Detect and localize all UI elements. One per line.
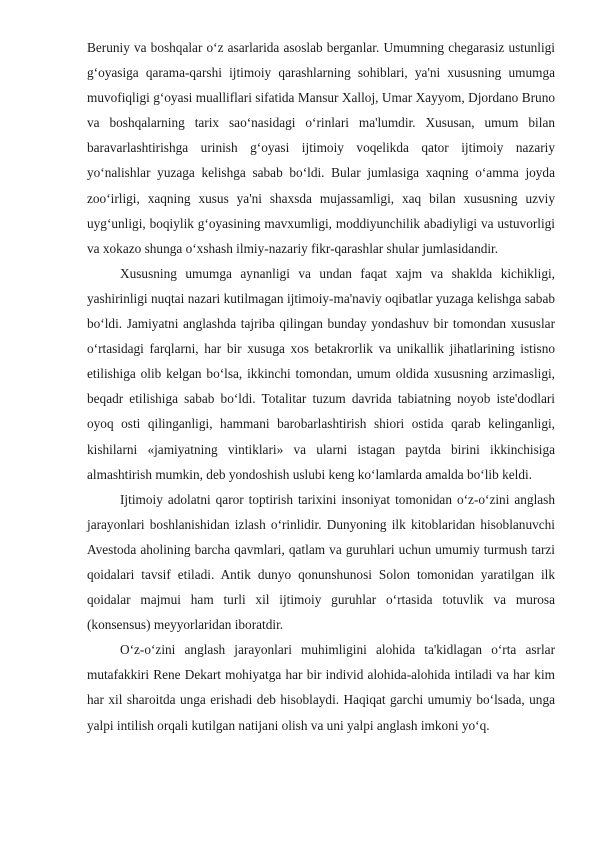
body-text xyxy=(87,35,555,738)
paragraph: O‘z-o‘zini anglash jarayonlari muhimligini alohida ta'kidlagan o‘rta asrlar mutafakkiri Rene Dekart mohiyatga har bir individ alohida-alohida intiladi va har kim har xil sharoitda unga erishadi deb hisoblaydi. Haqiqat garchi umumiy bo‘lsada, unga yalpi intilish orqali kutilgan natijani olish va uni yalpi anglash imkoni yo‘q. xyxy=(87,642,555,733)
paragraph: Ijtimoiy adolatni qaror toptirish tarixini insoniyat tomonidan o‘z-o‘zini anglash jarayonlari boshlanishidan izlash o‘rinlidir. Dunyoning ilk kitoblaridan hisoblanuvchi Avestoda aholining barcha qavmlari, qatlam va guruhlari uchun umumiy turmush tarzi qoidalari tavsif etiladi. Antik dunyo qonunshunosi Solon tomonidan yaratilgan ilk qoidalar majmui ham turli xil ijtimoiy guruhlar o‘rtasida totuvlik va murosa (konsensus) meyyorlaridan iboratdir. xyxy=(87,491,555,633)
paragraph: Xususning umumga aynanligi va undan faqat xajm va shaklda kichikligi, yashirinligi nuqtai nazari kutilmagan ijtimoiy-ma'naviy oqibatlar yuzaga kelishga sabab bo‘ldi. Jamiyatni anglashda tajriba qilingan bunday yondashuv bir tomondan xususlar o‘rtasidagi farqlarni, har bir xusuga xos betakrorlik va unikallik jihatlarining istisno etilishiga olib kelgan bo‘lsa, ikkinchi tomondan, umum oldida xususning arzimasligi, beqadr etilishiga sabab bo‘ldi. Totalitar tuzum davrida tabiatning noyob iste'dodlari oyoq osti qilinganligi, hammani barobarlashtirish shiori ostida qarab kelinganligi, kishilarni «jamiyatning vintiklari» va ularni istagan paytda birini ikkinchisiga almashtirish mumkin, deb yondoshish uslubi keng ko‘lamlarda amalda bo‘lib keldi. xyxy=(87,265,555,482)
paragraph-continuation: Beruniy va boshqalar o‘z asarlarida asoslab berganlar. Umumning chegarasiz ustunligi g‘oyasiga qarama-qarshi ijtimoiy qarashlarning sohiblari, ya'ni xususning umumga muvofiqligi g‘oyasi mualliflari sifatida Mansur Xalloj, Umar Xayyom, Djordano Bruno va boshqalarning tarix sao‘nasidagi o‘rinlari ma'lumdir. Xususan, umum bilan baravarlashtirishga urinish g‘oyasi ijtimoiy voqelikda qator ijtimoiy nazariy yo‘nalishlar yuzaga kelishga sabab bo‘ldi. Bular jumlasiga xaqning o‘amma joyda zoo‘irligi, xaqning xusus ya'ni shaxsda mujassamligi, xaq bilan xususning uzviy uyg‘unligi, boqiylik g‘oyasining mavxumligi, moddiyunchilik abadiyligi va ustuvorligi va xokazo shunga o‘xshash ilmiy-nazariy fikr-qarashlar shular jumlasidandir. xyxy=(87,40,555,256)
